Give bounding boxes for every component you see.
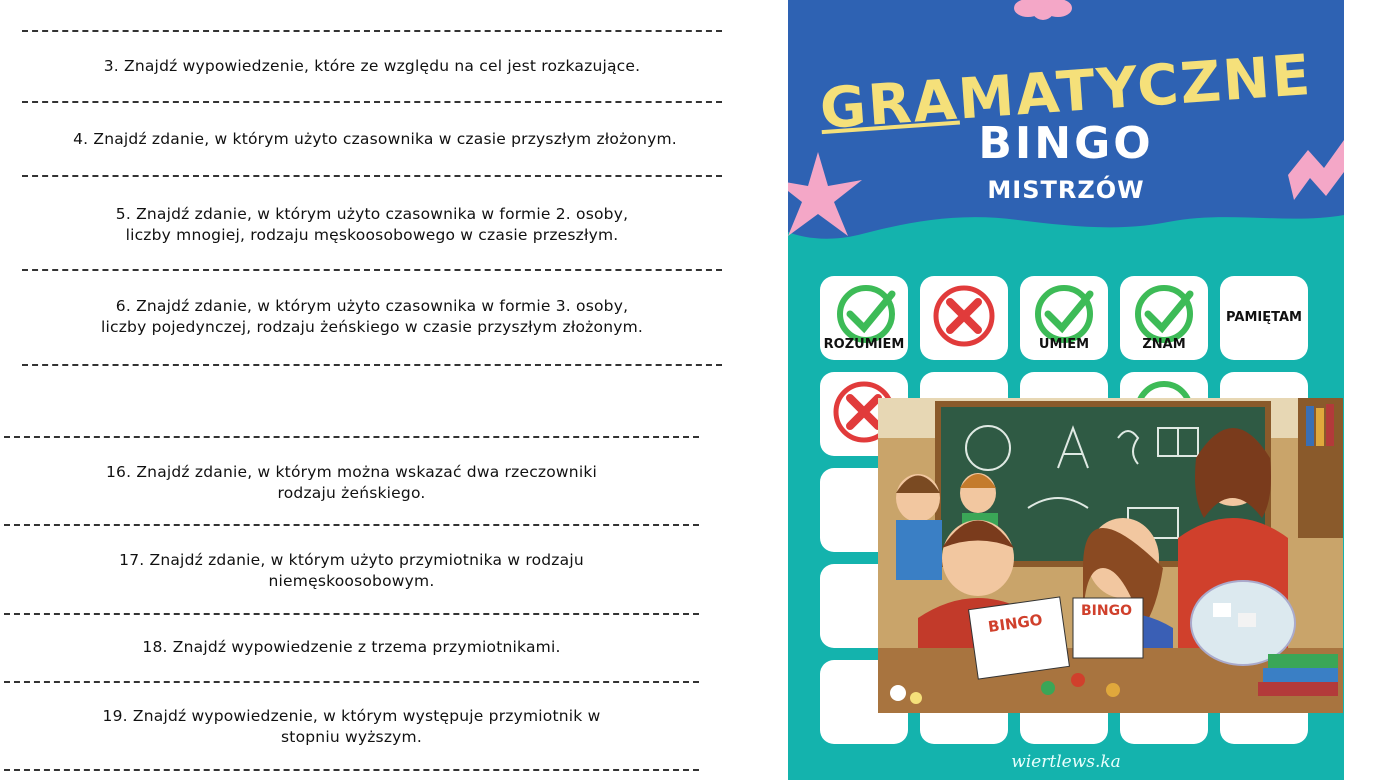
question-line: 4. Znajdź zdanie, w którym użyto czasownika w czasie przyszłym złożonym. [73,130,677,148]
question-line: 6. Znajdź zdanie, w którym użyto czasownika w formie 3. osoby, [115,297,629,315]
divider [22,30,722,32]
question-4 [10,129,740,150]
classroom-picture [878,398,1343,713]
divider [4,769,699,771]
question-5 [22,204,722,246]
card-title: BINGO [1081,603,1132,619]
cell-label: PAMIĘTAM [1226,310,1302,325]
cover-subtitle-bingo: BINGO [978,118,1154,169]
bingo-cell-pamietam [1220,276,1308,360]
cell-label: ROZUMIEM [823,337,905,352]
title-part-1: GRA [817,67,961,143]
divider [22,101,722,103]
question-line: rodzaju żeńskiego. [277,484,426,502]
card-title: BINGO [986,610,1044,637]
divider [22,364,722,366]
cell-label: ZNAM [1142,337,1186,352]
author-signature: wiertlews.ka [1011,752,1121,772]
question-18 [4,637,699,658]
question-6 [22,296,722,338]
question-17 [4,550,699,592]
question-line: liczby mnogiej, rodzaju męskoosobowego w czasie przeszłym. [125,226,619,244]
divider [4,681,699,683]
classroom-illustration [878,398,1343,713]
question-line: niemęskoosobowym. [268,572,435,590]
cover-subtitle-mistrzow: MISTRZÓW [987,176,1145,204]
question-19 [4,706,699,748]
divider [22,175,722,177]
question-line: liczby pojedynczej, rodzaju żeńskiego w czasie przyszłym złożonym. [100,318,644,336]
question-16 [4,462,699,504]
bingo-cell-rozumiem [820,276,908,360]
question-line: stopniu wyższym. [281,728,422,746]
divider [4,524,699,526]
question-line: 19. Znajdź wypowiedzenie, w którym występuje przymiotnik w [102,707,601,725]
bingo-cell-znam [1120,276,1208,360]
title-part-2: MATYCZNE [956,42,1315,133]
question-line: 3. Znajdź wypowiedzenie, które ze względu na cel jest rozkazujące. [103,57,641,75]
divider [22,269,722,271]
question-line: 5. Znajdź zdanie, w którym użyto czasownika w formie 2. osoby, [115,205,629,223]
cross-icon [920,276,1008,360]
divider [4,613,699,615]
bingo-cell-umiem [1020,276,1108,360]
divider [4,436,699,438]
question-line: 18. Znajdź wypowiedzenie z trzema przymiotnikami. [142,638,561,656]
question-3 [22,56,722,77]
cell-label: UMIEM [1038,337,1090,352]
question-line: 16. Znajdź zdanie, w którym można wskazać dwa rzeczowniki [105,463,598,481]
bingo-cell-cross [920,276,1008,360]
question-line: 17. Znajdź zdanie, w którym użyto przymiotnika w rodzaju [119,551,584,569]
